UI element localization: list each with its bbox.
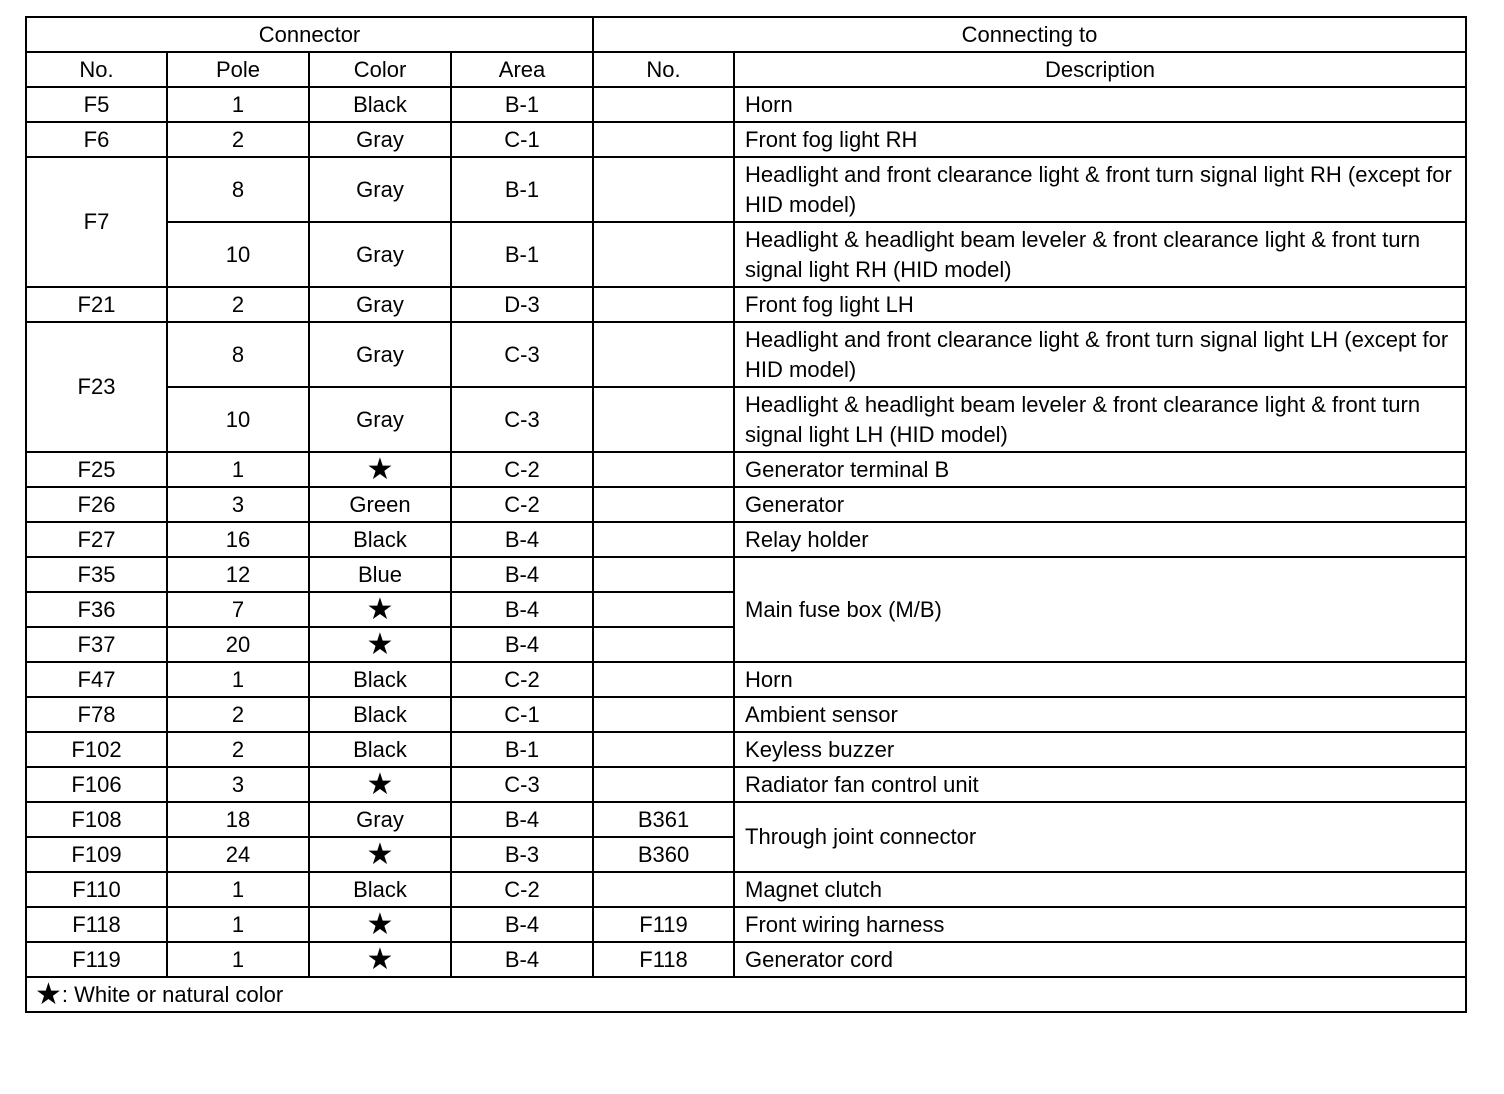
table-row: [26, 222, 1466, 287]
cell-area: D-3: [451, 287, 593, 322]
cell-area: C-2: [451, 872, 593, 907]
cell-color: Gray: [309, 222, 451, 287]
cell-description: Headlight and front clearance light & front turn signal light LH (except for HID model): [734, 322, 1466, 387]
cell-to-no: [593, 387, 734, 452]
cell-area: C-2: [451, 452, 593, 487]
cell-no: F108: [26, 802, 167, 837]
cell-description: Headlight and front clearance light & front turn signal light RH (except for HID model): [734, 157, 1466, 222]
header-to-no: No.: [593, 52, 734, 87]
cell-area: B-1: [451, 732, 593, 767]
cell-description: Generator: [734, 487, 1466, 522]
cell-description: Relay holder: [734, 522, 1466, 557]
cell-no: F106: [26, 767, 167, 802]
cell-area: C-3: [451, 767, 593, 802]
cell-description: Keyless buzzer: [734, 732, 1466, 767]
cell-area: C-3: [451, 387, 593, 452]
cell-pole: 10: [167, 387, 309, 452]
header-color: Color: [309, 52, 451, 87]
cell-area: B-4: [451, 942, 593, 977]
cell-no: F102: [26, 732, 167, 767]
cell-area: B-4: [451, 627, 593, 662]
cell-description: Generator cord: [734, 942, 1466, 977]
cell-no: F6: [26, 122, 167, 157]
cell-area: B-4: [451, 907, 593, 942]
cell-color: Gray: [309, 322, 451, 387]
cell-pole: 18: [167, 802, 309, 837]
table-row: [26, 522, 1466, 557]
cell-description: Front wiring harness: [734, 907, 1466, 942]
table-row: [26, 872, 1466, 907]
cell-pole: 1: [167, 907, 309, 942]
cell-description: Front fog light RH: [734, 122, 1466, 157]
cell-to-no: [593, 487, 734, 522]
cell-area: C-1: [451, 697, 593, 732]
cell-pole: 12: [167, 557, 309, 592]
table-row: [26, 387, 1466, 452]
table-row: [26, 157, 1466, 222]
cell-to-no: [593, 157, 734, 222]
cell-pole: 8: [167, 157, 309, 222]
cell-to-no: B361: [593, 802, 734, 837]
cell-no: F78: [26, 697, 167, 732]
cell-no: F37: [26, 627, 167, 662]
cell-no: F21: [26, 287, 167, 322]
cell-to-no: B360: [593, 837, 734, 872]
cell-no: F27: [26, 522, 167, 557]
star-icon: ★: [309, 592, 451, 627]
cell-no: F35: [26, 557, 167, 592]
cell-area: B-4: [451, 592, 593, 627]
star-icon: ★: [309, 767, 451, 802]
cell-color: Black: [309, 697, 451, 732]
cell-to-no: [593, 732, 734, 767]
cell-no: F26: [26, 487, 167, 522]
header-connecting-to: Connecting to: [593, 17, 1466, 52]
cell-pole: 8: [167, 322, 309, 387]
table-row: [26, 487, 1466, 522]
cell-color: Black: [309, 872, 451, 907]
cell-pole: 1: [167, 452, 309, 487]
cell-area: B-1: [451, 87, 593, 122]
star-icon: ★: [309, 907, 451, 942]
table-row: [26, 322, 1466, 387]
table-row: [26, 287, 1466, 322]
cell-no: F119: [26, 942, 167, 977]
table-row: [26, 767, 1466, 802]
cell-description: Ambient sensor: [734, 697, 1466, 732]
cell-area: C-2: [451, 662, 593, 697]
cell-area: B-4: [451, 522, 593, 557]
cell-description: Horn: [734, 87, 1466, 122]
cell-to-no: [593, 287, 734, 322]
table-row: [26, 662, 1466, 697]
table-row: [26, 907, 1466, 942]
cell-to-no: [593, 87, 734, 122]
cell-pole: 1: [167, 662, 309, 697]
cell-pole: 2: [167, 697, 309, 732]
cell-color: Black: [309, 87, 451, 122]
cell-no: F7: [26, 157, 167, 287]
header-area: Area: [451, 52, 593, 87]
cell-to-no: [593, 522, 734, 557]
legend-note: [26, 977, 1466, 1012]
cell-to-no: [593, 592, 734, 627]
cell-pole: 2: [167, 732, 309, 767]
cell-color: Gray: [309, 122, 451, 157]
cell-no: F23: [26, 322, 167, 452]
cell-no: F109: [26, 837, 167, 872]
cell-no: F47: [26, 662, 167, 697]
cell-no: F25: [26, 452, 167, 487]
cell-to-no: [593, 322, 734, 387]
cell-to-no: [593, 662, 734, 697]
cell-description: Radiator fan control unit: [734, 767, 1466, 802]
cell-color: Gray: [309, 157, 451, 222]
cell-area: B-3: [451, 837, 593, 872]
star-icon: ★: [309, 942, 451, 977]
cell-pole: 16: [167, 522, 309, 557]
cell-pole: 3: [167, 767, 309, 802]
cell-pole: 1: [167, 942, 309, 977]
cell-no: F110: [26, 872, 167, 907]
cell-color: Black: [309, 662, 451, 697]
star-icon: ★: [309, 837, 451, 872]
table-row: [26, 122, 1466, 157]
cell-pole: 2: [167, 287, 309, 322]
star-icon: ★: [309, 627, 451, 662]
cell-area: B-4: [451, 557, 593, 592]
cell-to-no: [593, 872, 734, 907]
table-row: [26, 697, 1466, 732]
cell-description: Through joint connector: [734, 802, 1466, 872]
table-row: [26, 557, 1466, 592]
legend-row: [26, 977, 1466, 1012]
column-header-row: [26, 52, 1466, 87]
cell-pole: 2: [167, 122, 309, 157]
legend-text: : White or natural color: [61, 981, 284, 1007]
cell-color: Black: [309, 522, 451, 557]
cell-area: B-4: [451, 802, 593, 837]
table-row: [26, 87, 1466, 122]
cell-color: Green: [309, 487, 451, 522]
cell-to-no: [593, 767, 734, 802]
cell-area: C-2: [451, 487, 593, 522]
cell-description: Magnet clutch: [734, 872, 1466, 907]
cell-pole: 24: [167, 837, 309, 872]
cell-to-no: [593, 122, 734, 157]
header-pole: Pole: [167, 52, 309, 87]
cell-color: Black: [309, 732, 451, 767]
connector-table: [25, 16, 1467, 1013]
table-row: [26, 732, 1466, 767]
cell-no: F36: [26, 592, 167, 627]
cell-no: F118: [26, 907, 167, 942]
cell-area: C-1: [451, 122, 593, 157]
table-row: [26, 942, 1466, 977]
star-icon: ★: [309, 452, 451, 487]
cell-to-no: [593, 452, 734, 487]
cell-to-no: [593, 222, 734, 287]
cell-description: Headlight & headlight beam leveler & front clearance light & front turn signal light LH (HID model): [734, 387, 1466, 452]
table-row: [26, 452, 1466, 487]
header-connector: Connector: [26, 17, 593, 52]
header-description: Description: [734, 52, 1466, 87]
cell-color: Gray: [309, 802, 451, 837]
table-row: [26, 802, 1466, 837]
cell-area: C-3: [451, 322, 593, 387]
cell-to-no: [593, 557, 734, 592]
cell-pole: 10: [167, 222, 309, 287]
star-icon: ★: [35, 977, 62, 1011]
cell-pole: 1: [167, 87, 309, 122]
cell-color: Gray: [309, 287, 451, 322]
cell-description: Generator terminal B: [734, 452, 1466, 487]
cell-pole: 1: [167, 872, 309, 907]
group-header-row: [26, 17, 1466, 52]
cell-description: Headlight & headlight beam leveler & front clearance light & front turn signal light RH (HID model): [734, 222, 1466, 287]
header-no: No.: [26, 52, 167, 87]
cell-area: B-1: [451, 157, 593, 222]
cell-color: Gray: [309, 387, 451, 452]
cell-to-no: F119: [593, 907, 734, 942]
cell-pole: 7: [167, 592, 309, 627]
cell-no: F5: [26, 87, 167, 122]
cell-description: Main fuse box (M/B): [734, 557, 1466, 662]
cell-pole: 3: [167, 487, 309, 522]
cell-to-no: [593, 627, 734, 662]
cell-to-no: F118: [593, 942, 734, 977]
cell-color: Blue: [309, 557, 451, 592]
cell-to-no: [593, 697, 734, 732]
cell-description: Horn: [734, 662, 1466, 697]
cell-pole: 20: [167, 627, 309, 662]
cell-area: B-1: [451, 222, 593, 287]
cell-description: Front fog light LH: [734, 287, 1466, 322]
